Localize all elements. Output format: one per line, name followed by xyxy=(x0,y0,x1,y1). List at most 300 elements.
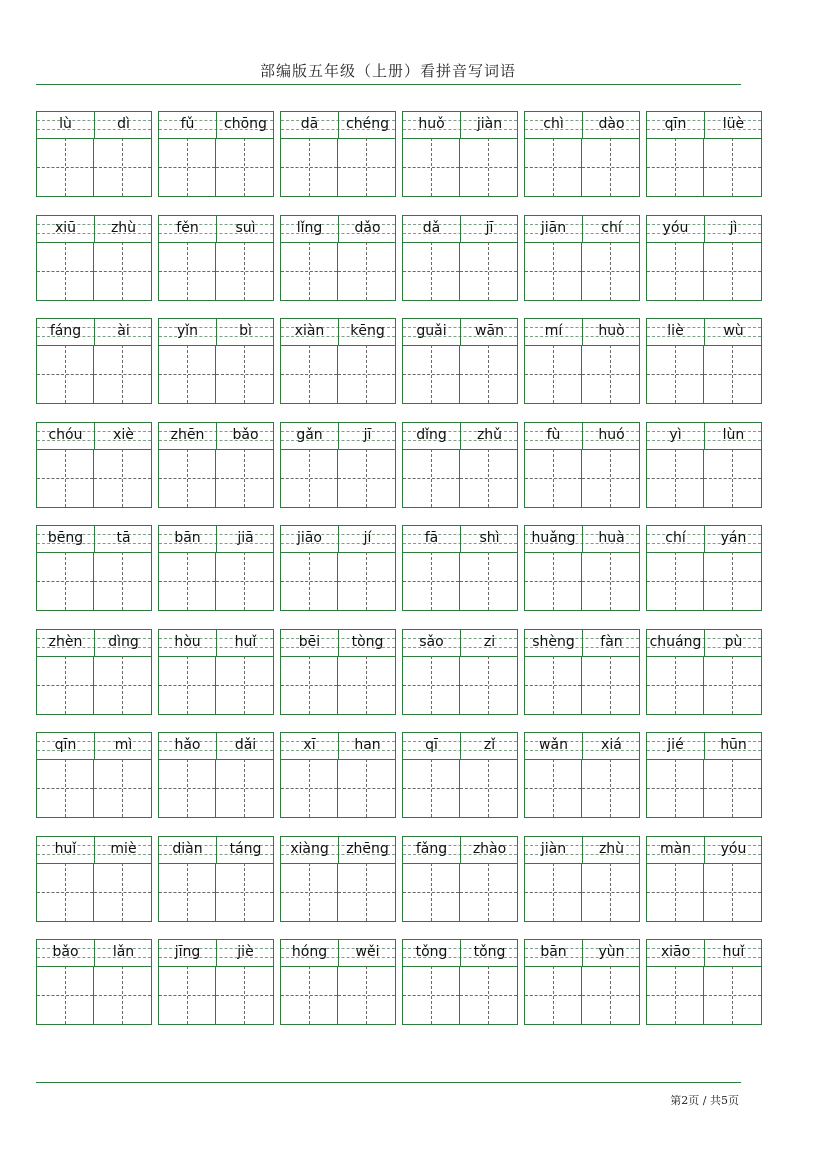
tianzige-cell[interactable] xyxy=(37,759,94,817)
pinyin-band xyxy=(281,940,395,967)
pinyin-band xyxy=(647,423,761,450)
pinyin-band xyxy=(525,837,639,864)
pinyin-syllable: lüè xyxy=(722,116,745,132)
pinyin-syllable: yán xyxy=(720,530,747,546)
tianzige-cell[interactable] xyxy=(582,449,639,507)
word-box xyxy=(646,422,762,508)
pinyin-band xyxy=(281,733,395,760)
pinyin-syllable: mí xyxy=(544,323,563,339)
pinyin-syllable: fěn xyxy=(176,220,199,236)
pinyin-syllable: jiān xyxy=(540,220,567,236)
tianzige-cell[interactable] xyxy=(338,242,395,300)
character-writing-area xyxy=(403,759,517,817)
tianzige-cell[interactable] xyxy=(460,759,517,817)
tianzige-cell[interactable] xyxy=(704,138,761,196)
word-box xyxy=(524,836,640,922)
pinyin-syllable: lù xyxy=(59,116,72,132)
pinyin-syllable: huǐ xyxy=(722,944,745,960)
pinyin-syllable: fù xyxy=(546,427,561,443)
pinyin-syllable: yóu xyxy=(720,841,747,857)
pinyin-syllable: huǐ xyxy=(234,634,257,650)
pinyin-syllable: sǎo xyxy=(419,634,444,650)
character-writing-area xyxy=(37,138,151,196)
word-box xyxy=(402,836,518,922)
tianzige-cell[interactable] xyxy=(582,138,639,196)
tianzige-cell[interactable] xyxy=(37,863,94,921)
pinyin-band xyxy=(159,526,273,553)
character-writing-area xyxy=(159,138,273,196)
word-box xyxy=(280,629,396,715)
tianzige-cell[interactable] xyxy=(216,656,273,714)
tianzige-cell[interactable] xyxy=(647,552,704,610)
pinyin-band xyxy=(281,630,395,657)
word-box xyxy=(36,629,152,715)
pinyin-syllable: hūn xyxy=(720,737,747,753)
pinyin-syllable: xī xyxy=(303,737,316,753)
word-box xyxy=(36,939,152,1025)
character-writing-area xyxy=(525,863,639,921)
word-box xyxy=(646,732,762,818)
character-writing-area xyxy=(403,656,517,714)
word-box xyxy=(524,525,640,611)
character-writing-area xyxy=(403,138,517,196)
page-title: 部编版五年级（上册）看拼音写词语 xyxy=(259,62,516,80)
character-writing-area xyxy=(525,656,639,714)
pinyin-band xyxy=(281,423,395,450)
character-writing-area xyxy=(159,552,273,610)
tianzige-cell[interactable] xyxy=(216,242,273,300)
character-writing-area xyxy=(647,449,761,507)
pinyin-band xyxy=(525,423,639,450)
pinyin-syllable: kēng xyxy=(350,323,385,339)
pinyin-band xyxy=(37,526,151,553)
word-box xyxy=(158,939,274,1025)
character-writing-area xyxy=(403,966,517,1024)
tianzige-cell[interactable] xyxy=(281,345,338,403)
character-writing-area xyxy=(37,656,151,714)
pinyin-band xyxy=(403,837,517,864)
pinyin-band xyxy=(37,216,151,243)
pinyin-syllable: bēng xyxy=(47,530,84,546)
pinyin-band xyxy=(647,733,761,760)
word-box xyxy=(402,318,518,404)
pinyin-syllable: dǎo xyxy=(354,220,381,236)
pinyin-band xyxy=(159,630,273,657)
character-writing-area xyxy=(37,449,151,507)
character-writing-area xyxy=(525,552,639,610)
pinyin-band xyxy=(37,630,151,657)
tianzige-cell[interactable] xyxy=(159,449,216,507)
tianzige-cell[interactable] xyxy=(525,138,582,196)
pinyin-band xyxy=(403,423,517,450)
word-box xyxy=(158,422,274,508)
pinyin-syllable: hǎo xyxy=(174,737,201,753)
tianzige-cell[interactable] xyxy=(37,656,94,714)
tianzige-cell[interactable] xyxy=(403,863,460,921)
pinyin-syllable: mì xyxy=(114,737,133,753)
pinyin-syllable: chōng xyxy=(224,116,267,132)
word-box xyxy=(280,111,396,197)
tianzige-cell[interactable] xyxy=(525,345,582,403)
tianzige-cell[interactable] xyxy=(216,449,273,507)
character-writing-area xyxy=(281,759,395,817)
pinyin-syllable: jī xyxy=(485,220,494,236)
tianzige-cell[interactable] xyxy=(704,449,761,507)
word-box xyxy=(646,318,762,404)
character-writing-area xyxy=(281,966,395,1024)
word-box xyxy=(36,318,152,404)
tianzige-cell[interactable] xyxy=(281,656,338,714)
tianzige-cell[interactable] xyxy=(403,656,460,714)
pinyin-band xyxy=(403,319,517,346)
tianzige-cell[interactable] xyxy=(403,966,460,1024)
word-box xyxy=(280,215,396,301)
pinyin-syllable: zhēng xyxy=(346,841,389,857)
character-writing-area xyxy=(647,966,761,1024)
tianzige-cell[interactable] xyxy=(460,966,517,1024)
tianzige-cell[interactable] xyxy=(647,138,704,196)
tianzige-cell[interactable] xyxy=(216,552,273,610)
pinyin-syllable: miè xyxy=(110,841,137,857)
pinyin-syllable: jiàn xyxy=(476,116,503,132)
tianzige-cell[interactable] xyxy=(281,242,338,300)
pinyin-syllable: xiá xyxy=(601,737,622,753)
pinyin-band xyxy=(525,216,639,243)
pinyin-syllable: xiè xyxy=(113,427,134,443)
character-writing-area xyxy=(37,552,151,610)
character-writing-area xyxy=(525,449,639,507)
tianzige-cell[interactable] xyxy=(281,863,338,921)
character-writing-area xyxy=(525,345,639,403)
tianzige-cell[interactable] xyxy=(159,966,216,1024)
word-box xyxy=(402,215,518,301)
pinyin-syllable: jī xyxy=(363,427,372,443)
tianzige-cell[interactable] xyxy=(338,966,395,1024)
pinyin-band xyxy=(281,112,395,139)
pinyin-syllable: zhào xyxy=(472,841,507,857)
character-writing-area xyxy=(647,656,761,714)
tianzige-cell[interactable] xyxy=(281,552,338,610)
tianzige-cell[interactable] xyxy=(281,138,338,196)
pinyin-syllable: dì xyxy=(117,116,130,132)
tianzige-cell[interactable] xyxy=(94,966,151,1024)
character-writing-area xyxy=(647,345,761,403)
pinyin-syllable: fáng xyxy=(49,323,82,339)
character-writing-area xyxy=(281,552,395,610)
pinyin-syllable: han xyxy=(354,737,381,753)
pinyin-band xyxy=(37,940,151,967)
tianzige-cell[interactable] xyxy=(216,966,273,1024)
pinyin-band xyxy=(37,319,151,346)
tianzige-cell[interactable] xyxy=(37,966,94,1024)
tianzige-cell[interactable] xyxy=(403,759,460,817)
tianzige-cell[interactable] xyxy=(159,242,216,300)
pinyin-syllable: zhǔ xyxy=(476,427,503,443)
pinyin-band xyxy=(647,940,761,967)
tianzige-cell[interactable] xyxy=(338,656,395,714)
word-box xyxy=(646,111,762,197)
tianzige-cell[interactable] xyxy=(704,552,761,610)
tianzige-cell[interactable] xyxy=(525,449,582,507)
pinyin-band xyxy=(159,423,273,450)
tianzige-cell[interactable] xyxy=(582,759,639,817)
tianzige-cell[interactable] xyxy=(281,759,338,817)
tianzige-cell[interactable] xyxy=(647,966,704,1024)
pinyin-syllable: zhù xyxy=(110,220,137,236)
tianzige-cell[interactable] xyxy=(460,863,517,921)
character-writing-area xyxy=(647,863,761,921)
tianzige-cell[interactable] xyxy=(525,552,582,610)
tianzige-cell[interactable] xyxy=(460,656,517,714)
tianzige-cell[interactable] xyxy=(159,552,216,610)
word-box xyxy=(36,525,152,611)
tianzige-cell[interactable] xyxy=(159,759,216,817)
pinyin-syllable: chéng xyxy=(346,116,389,132)
character-writing-area xyxy=(647,138,761,196)
tianzige-cell[interactable] xyxy=(159,345,216,403)
tianzige-cell[interactable] xyxy=(403,242,460,300)
pinyin-syllable: dǎi xyxy=(234,737,257,753)
pinyin-syllable: wěi xyxy=(355,944,380,960)
character-writing-area xyxy=(37,863,151,921)
word-box xyxy=(524,111,640,197)
pinyin-band xyxy=(159,837,273,864)
tianzige-cell[interactable] xyxy=(37,138,94,196)
pinyin-syllable: huò xyxy=(598,323,625,339)
pinyin-band xyxy=(37,112,151,139)
pinyin-syllable: dào xyxy=(598,116,625,132)
tianzige-cell[interactable] xyxy=(216,863,273,921)
character-writing-area xyxy=(159,863,273,921)
pinyin-band xyxy=(525,112,639,139)
pinyin-band xyxy=(403,216,517,243)
word-box xyxy=(36,422,152,508)
tianzige-cell[interactable] xyxy=(525,863,582,921)
character-writing-area xyxy=(37,759,151,817)
pinyin-syllable: hóng xyxy=(291,944,328,960)
tianzige-cell[interactable] xyxy=(94,863,151,921)
character-writing-area xyxy=(281,242,395,300)
pinyin-syllable: qī xyxy=(425,737,438,753)
word-box xyxy=(158,629,274,715)
tianzige-cell[interactable] xyxy=(704,345,761,403)
tianzige-cell[interactable] xyxy=(525,759,582,817)
tianzige-cell[interactable] xyxy=(37,345,94,403)
pinyin-syllable: jí xyxy=(363,530,372,546)
pinyin-syllable: huó xyxy=(598,427,625,443)
tianzige-cell[interactable] xyxy=(94,138,151,196)
pinyin-syllable: chí xyxy=(601,220,622,236)
pinyin-band xyxy=(403,112,517,139)
tianzige-cell[interactable] xyxy=(94,656,151,714)
pinyin-syllable: bān xyxy=(540,944,567,960)
pinyin-band xyxy=(281,526,395,553)
word-box xyxy=(158,836,274,922)
tianzige-cell[interactable] xyxy=(338,449,395,507)
tianzige-cell[interactable] xyxy=(647,759,704,817)
pinyin-syllable: xiū xyxy=(54,220,77,236)
tianzige-cell[interactable] xyxy=(647,656,704,714)
word-box xyxy=(402,732,518,818)
pinyin-syllable: wān xyxy=(475,323,504,339)
pinyin-band xyxy=(37,837,151,864)
tianzige-cell[interactable] xyxy=(281,449,338,507)
pinyin-syllable: bān xyxy=(174,530,201,546)
pinyin-syllable: ài xyxy=(117,323,130,339)
tianzige-cell[interactable] xyxy=(216,345,273,403)
pinyin-band xyxy=(647,319,761,346)
footer-rule xyxy=(36,1082,741,1083)
pinyin-syllable: jiàn xyxy=(540,841,567,857)
tianzige-cell[interactable] xyxy=(94,242,151,300)
tianzige-cell[interactable] xyxy=(647,242,704,300)
pinyin-syllable: zhèn xyxy=(48,634,83,650)
pinyin-syllable: jīng xyxy=(174,944,201,960)
word-box xyxy=(280,836,396,922)
pinyin-syllable: tǒng xyxy=(415,944,448,960)
tianzige-cell[interactable] xyxy=(704,759,761,817)
pinyin-band xyxy=(281,319,395,346)
word-box xyxy=(524,422,640,508)
tianzige-cell[interactable] xyxy=(37,242,94,300)
pinyin-syllable: guǎi xyxy=(416,323,447,339)
tianzige-cell[interactable] xyxy=(460,345,517,403)
character-writing-area xyxy=(647,242,761,300)
tianzige-cell[interactable] xyxy=(338,138,395,196)
tianzige-cell[interactable] xyxy=(403,449,460,507)
tianzige-cell[interactable] xyxy=(338,552,395,610)
pinyin-band xyxy=(647,112,761,139)
character-writing-area xyxy=(525,242,639,300)
pinyin-syllable: bì xyxy=(239,323,252,339)
pinyin-syllable: huà xyxy=(598,530,625,546)
tianzige-cell[interactable] xyxy=(338,759,395,817)
tianzige-cell[interactable] xyxy=(582,242,639,300)
character-writing-area xyxy=(37,242,151,300)
pinyin-syllable: zhēn xyxy=(170,427,205,443)
word-box xyxy=(402,422,518,508)
pinyin-band xyxy=(281,837,395,864)
word-box xyxy=(402,525,518,611)
tianzige-cell[interactable] xyxy=(159,138,216,196)
character-writing-area xyxy=(281,345,395,403)
word-box xyxy=(36,732,152,818)
pinyin-band xyxy=(159,940,273,967)
tianzige-cell[interactable] xyxy=(525,656,582,714)
pinyin-band xyxy=(37,423,151,450)
word-box xyxy=(524,939,640,1025)
tianzige-cell[interactable] xyxy=(704,656,761,714)
character-writing-area xyxy=(159,345,273,403)
word-box xyxy=(36,836,152,922)
tianzige-cell[interactable] xyxy=(525,966,582,1024)
character-writing-area xyxy=(159,656,273,714)
character-writing-area xyxy=(647,759,761,817)
pinyin-syllable: liè xyxy=(667,323,684,339)
tianzige-cell[interactable] xyxy=(94,759,151,817)
word-box xyxy=(402,939,518,1025)
pinyin-syllable: jiā xyxy=(237,530,254,546)
pinyin-syllable: zhù xyxy=(598,841,625,857)
tianzige-cell[interactable] xyxy=(460,552,517,610)
character-writing-area xyxy=(403,449,517,507)
tianzige-cell[interactable] xyxy=(460,449,517,507)
tianzige-cell[interactable] xyxy=(403,138,460,196)
tianzige-cell[interactable] xyxy=(338,345,395,403)
tianzige-cell[interactable] xyxy=(159,656,216,714)
pinyin-band xyxy=(647,526,761,553)
page-number: 第2页 / 共5页 xyxy=(670,1094,739,1107)
character-writing-area xyxy=(403,552,517,610)
character-writing-area xyxy=(159,966,273,1024)
tianzige-cell[interactable] xyxy=(94,345,151,403)
tianzige-cell[interactable] xyxy=(216,138,273,196)
pinyin-band xyxy=(403,630,517,657)
tianzige-cell[interactable] xyxy=(94,449,151,507)
pinyin-syllable: zi xyxy=(483,634,496,650)
pinyin-syllable: jiāo xyxy=(297,530,322,546)
tianzige-cell[interactable] xyxy=(647,345,704,403)
word-box xyxy=(646,525,762,611)
pinyin-syllable: chóu xyxy=(48,427,83,443)
pinyin-syllable: fǎng xyxy=(415,841,448,857)
pinyin-syllable: chí xyxy=(665,530,686,546)
tianzige-cell[interactable] xyxy=(37,449,94,507)
tianzige-cell[interactable] xyxy=(582,552,639,610)
tianzige-cell[interactable] xyxy=(647,449,704,507)
tianzige-cell[interactable] xyxy=(704,863,761,921)
pinyin-syllable: xiàng xyxy=(290,841,329,857)
tianzige-cell[interactable] xyxy=(281,966,338,1024)
word-box xyxy=(36,215,152,301)
pinyin-syllable: suì xyxy=(235,220,256,236)
tianzige-cell[interactable] xyxy=(338,863,395,921)
pinyin-syllable: chuáng xyxy=(649,634,702,650)
tianzige-cell[interactable] xyxy=(704,242,761,300)
pinyin-band xyxy=(647,837,761,864)
word-box xyxy=(402,629,518,715)
tianzige-cell[interactable] xyxy=(525,242,582,300)
tianzige-cell[interactable] xyxy=(216,759,273,817)
tianzige-cell[interactable] xyxy=(582,966,639,1024)
tianzige-cell[interactable] xyxy=(159,863,216,921)
character-writing-area xyxy=(403,863,517,921)
pinyin-syllable: diàn xyxy=(172,841,203,857)
tianzige-cell[interactable] xyxy=(403,552,460,610)
tianzige-cell[interactable] xyxy=(460,138,517,196)
pinyin-syllable: xiàn xyxy=(294,323,325,339)
tianzige-cell[interactable] xyxy=(460,242,517,300)
pinyin-syllable: màn xyxy=(659,841,692,857)
pinyin-band xyxy=(647,630,761,657)
tianzige-cell[interactable] xyxy=(582,345,639,403)
tianzige-cell[interactable] xyxy=(647,863,704,921)
tianzige-cell[interactable] xyxy=(704,966,761,1024)
character-writing-area xyxy=(525,759,639,817)
tianzige-cell[interactable] xyxy=(403,345,460,403)
tianzige-cell[interactable] xyxy=(582,656,639,714)
tianzige-cell[interactable] xyxy=(37,552,94,610)
tianzige-cell[interactable] xyxy=(94,552,151,610)
pinyin-band xyxy=(37,733,151,760)
character-writing-area xyxy=(37,966,151,1024)
pinyin-band xyxy=(403,526,517,553)
pinyin-syllable: shì xyxy=(479,530,500,546)
tianzige-cell[interactable] xyxy=(582,863,639,921)
word-box xyxy=(646,215,762,301)
word-box xyxy=(158,215,274,301)
pinyin-band xyxy=(525,940,639,967)
